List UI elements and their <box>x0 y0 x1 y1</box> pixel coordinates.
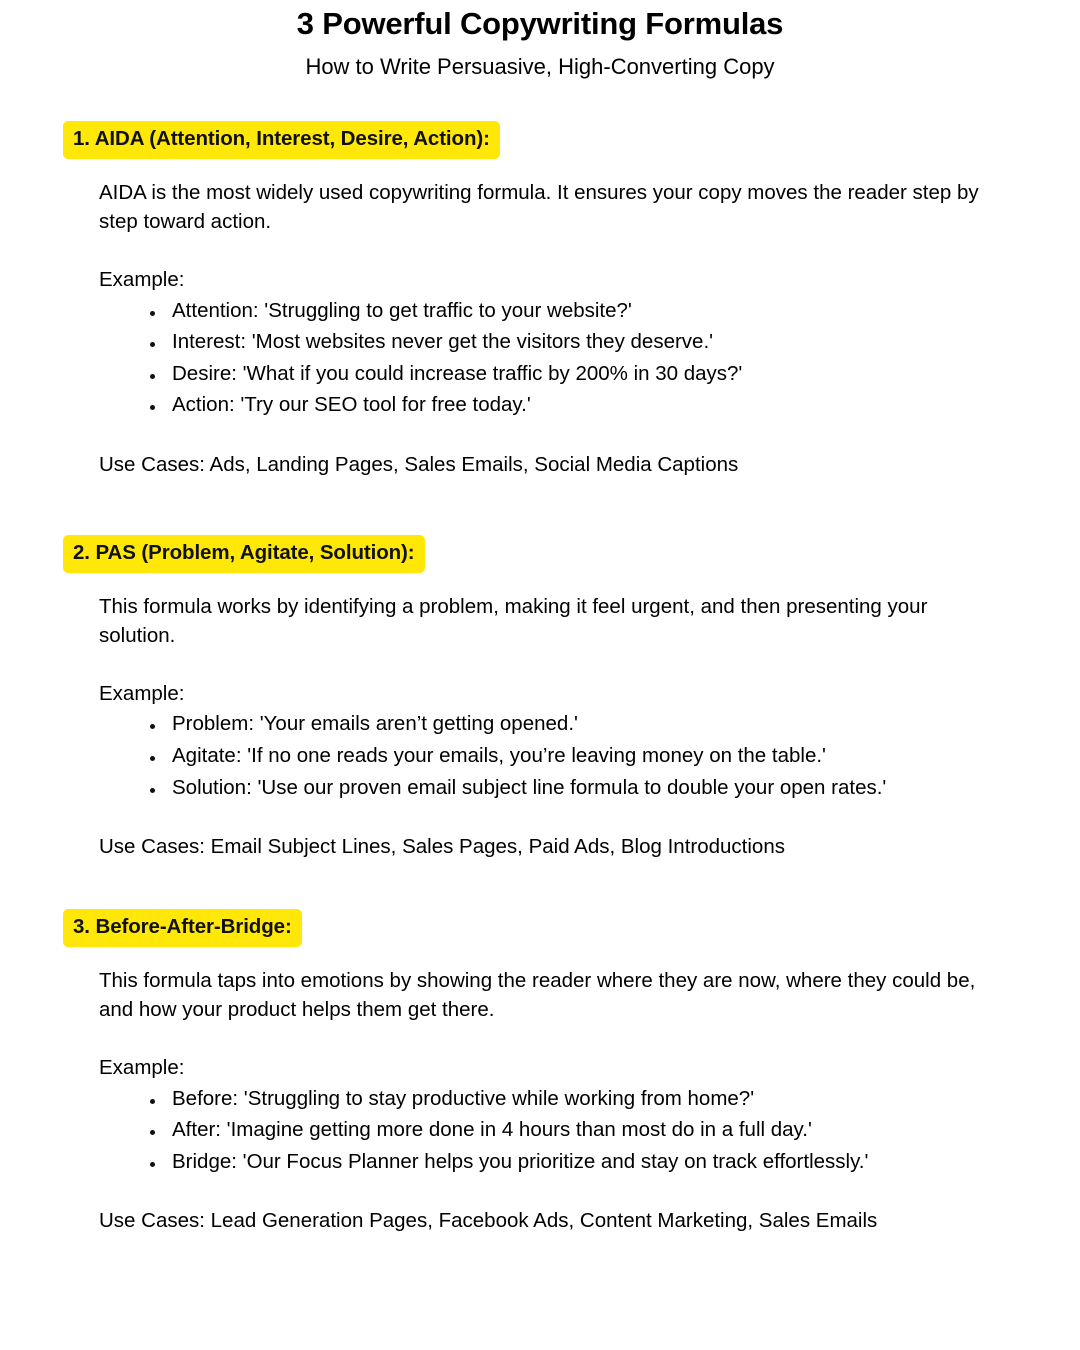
example-label-aida: Example: <box>99 268 185 292</box>
sections-container <box>0 121 1080 1235</box>
section-heading-wrapper <box>63 909 302 947</box>
section-pas <box>0 535 1080 861</box>
list-item: Desire: 'What if you could increase traffic by 200% in 30 days?' <box>148 358 999 390</box>
list-item: Problem: 'Your emails aren’t getting opened.' <box>148 708 999 740</box>
example-list-pas <box>99 708 999 803</box>
list-item: Action: 'Try our SEO tool for free today.' <box>148 389 999 421</box>
list-item: After: 'Imagine getting more done in 4 hours than most do in a full day.' <box>148 1114 999 1146</box>
section-body-aida <box>99 159 999 479</box>
list-item: Attention: 'Struggling to get traffic to your website?' <box>148 295 999 327</box>
section-intro-pas: This formula works by identifying a problem, making it feel urgent, and then presenting your solution. <box>99 594 928 647</box>
list-item: Interest: 'Most websites never get the visitors they deserve.' <box>148 326 999 358</box>
section-heading-aida: 1. AIDA (Attention, Interest, Desire, Action): <box>63 121 500 159</box>
section-heading-pas: 2. PAS (Problem, Agitate, Solution): <box>63 535 425 573</box>
section-intro-aida: AIDA is the most widely used copywriting formula. It ensures your copy moves the reader step by step toward action. <box>99 180 979 234</box>
page-subtitle: How to Write Persuasive, High-Converting Copy <box>305 53 775 79</box>
list-item: Before: 'Struggling to stay productive while working from home?' <box>148 1083 999 1115</box>
example-list-bab <box>99 1083 999 1178</box>
use-cases-pas: Use Cases: Email Subject Lines, Sales Pages, Paid Ads, Blog Introductions <box>99 835 785 859</box>
section-heading-wrapper <box>63 535 425 573</box>
section-heading-wrapper <box>63 121 500 159</box>
section-aida <box>0 121 1080 479</box>
use-cases-bab: Use Cases: Lead Generation Pages, Facebook Ads, Content Marketing, Sales Emails <box>99 1209 878 1233</box>
section-intro-bab: This formula taps into emotions by showing the reader where they are now, where they could be, and how your product helps them get there. <box>99 968 976 1022</box>
list-item: Agitate: 'If no one reads your emails, you’re leaving money on the table.' <box>148 740 999 772</box>
list-item: Bridge: 'Our Focus Planner helps you prioritize and stay on track effortlessly.' <box>148 1146 999 1178</box>
example-label-bab: Example: <box>99 1056 185 1080</box>
section-body-pas <box>99 573 999 862</box>
page-title: 3 Powerful Copywriting Formulas <box>296 6 784 41</box>
example-label-pas: Example: <box>99 682 185 706</box>
section-bab <box>0 909 1080 1235</box>
example-list-aida <box>99 295 999 421</box>
use-cases-aida: Use Cases: Ads, Landing Pages, Sales Emails, Social Media Captions <box>99 452 739 476</box>
section-heading-bab: 3. Before-After-Bridge: <box>63 909 302 947</box>
list-item: Solution: 'Use our proven email subject line formula to double your open rates.' <box>148 772 999 804</box>
section-body-bab <box>99 947 999 1236</box>
